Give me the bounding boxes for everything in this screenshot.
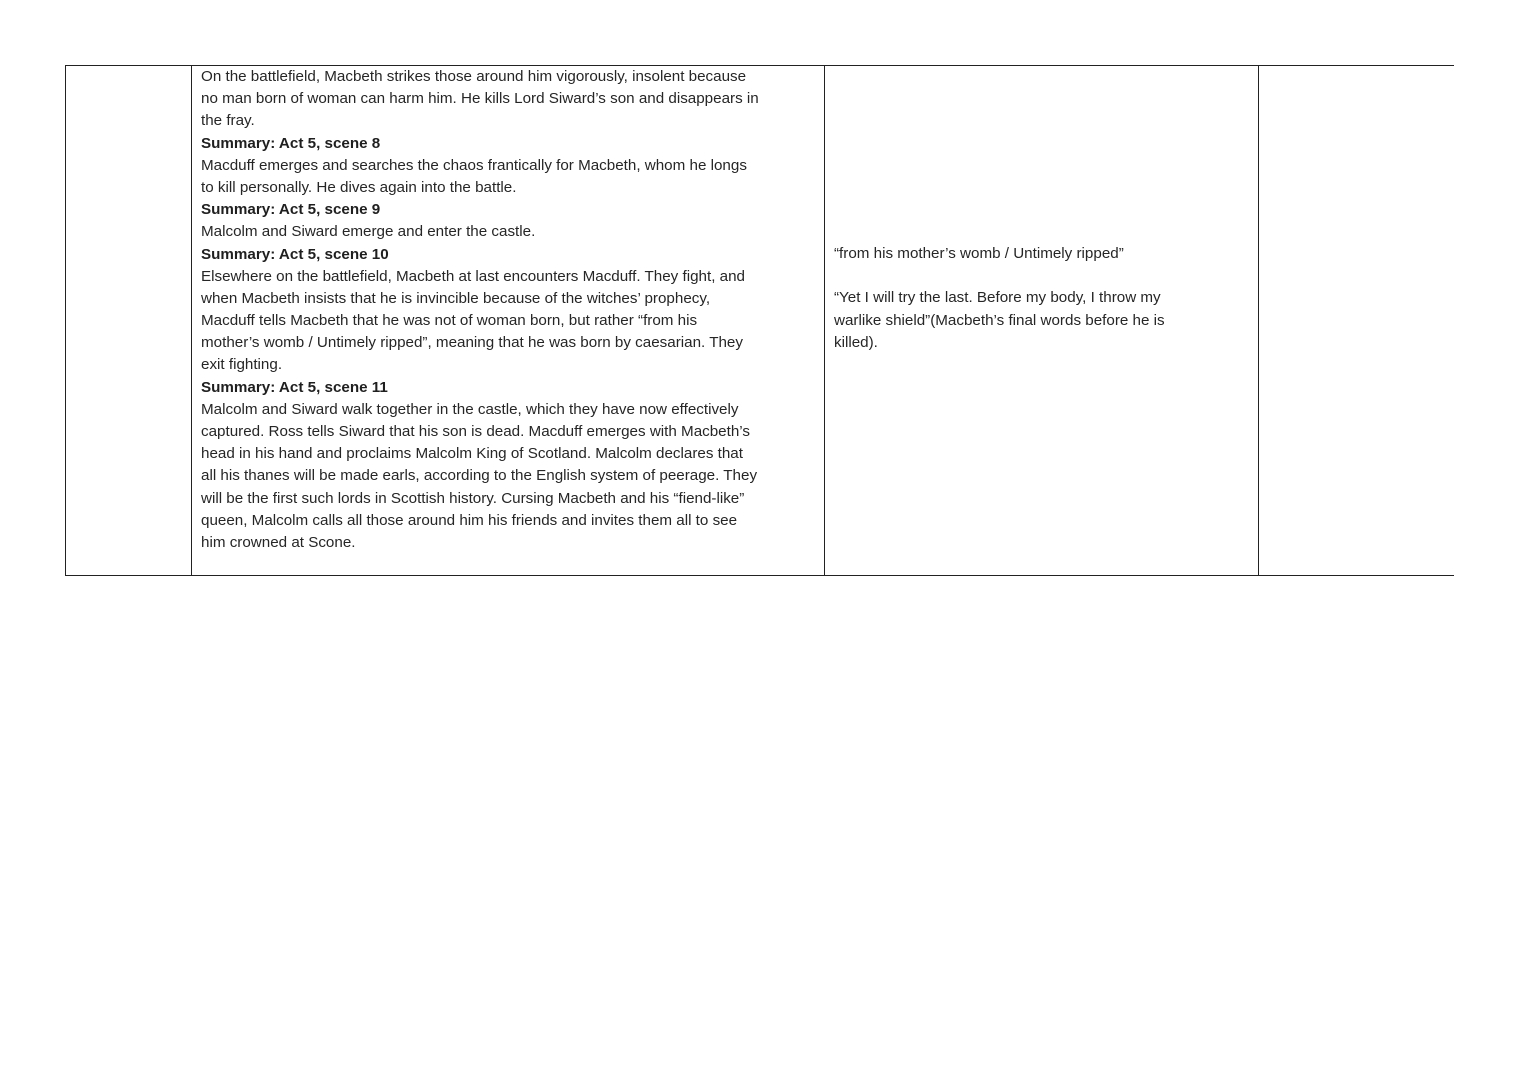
summary-line: On the battlefield, Macbeth strikes those around him vigorously, insolent because <box>201 68 747 85</box>
table-column-empty-left <box>66 66 192 575</box>
summary-line: queen, Malcolm calls all those around him his friends and invites them all to see <box>201 511 738 529</box>
scene-heading: Summary: Act 5, scene 8 <box>201 134 381 152</box>
summary-line: Malcolm and Siward walk together in the castle, which they have now effectively <box>201 400 739 418</box>
summary-line: no man born of woman can harm him. He kills Lord Siward’s son and disappears in <box>201 90 759 108</box>
summary-line: Elsewhere on the battlefield, Macbeth at last encounters Macduff. They fight, and <box>201 267 745 285</box>
summary-line: mother’s womb / Untimely ripped”, meaning that he was born by caesarian. They <box>201 334 743 352</box>
table-column-quotes <box>825 66 1259 575</box>
quote-final-words-line: “Yet I will try the last. Before my body, I throw my <box>834 289 1161 307</box>
table-column-summary <box>192 66 825 575</box>
summary-line: him crowned at Scone. <box>201 533 356 551</box>
summary-line: Macduff emerges and searches the chaos frantically for Macbeth, whom he longs <box>201 156 747 174</box>
summary-line: Macduff tells Macbeth that he was not of woman born, but rather “from his <box>201 312 698 330</box>
summary-line: captured. Ross tells Siward that his son is dead. Macduff emerges with Macbeth’s <box>201 423 750 440</box>
table-column-empty-right <box>1259 66 1455 575</box>
quote-final-words-line: warlike shield”(Macbeth’s final words before he is <box>834 311 1165 329</box>
quote-womb: “from his mother’s womb / Untimely ripped” <box>834 245 1124 262</box>
scene-heading: Summary: Act 5, scene 9 <box>201 201 381 219</box>
quote-final-words-line: killed). <box>834 333 878 351</box>
scene-heading: Summary: Act 5, scene 11 <box>201 378 388 396</box>
summary-text <box>201 66 759 554</box>
spacer <box>834 265 1165 287</box>
summary-line: all his thanes will be made earls, according to the English system of peerage. They <box>201 467 758 485</box>
summary-line: when Macbeth insists that he is invincible because of the witches’ prophecy, <box>201 289 711 307</box>
summary-line: exit fighting. <box>201 356 283 374</box>
quotes-text <box>834 243 1165 354</box>
summary-line: the fray. <box>201 112 255 130</box>
summary-line: to kill personally. He dives again into the battle. <box>201 178 517 196</box>
analysis-table <box>65 65 1454 576</box>
summary-line: will be the first such lords in Scottish history. Cursing Macbeth and his “fiend-like” <box>201 489 745 507</box>
scene-heading: Summary: Act 5, scene 10 <box>201 245 389 263</box>
summary-line: Malcolm and Siward emerge and enter the castle. <box>201 223 536 241</box>
summary-line: head in his hand and proclaims Malcolm King of Scotland. Malcolm declares that <box>201 445 743 463</box>
